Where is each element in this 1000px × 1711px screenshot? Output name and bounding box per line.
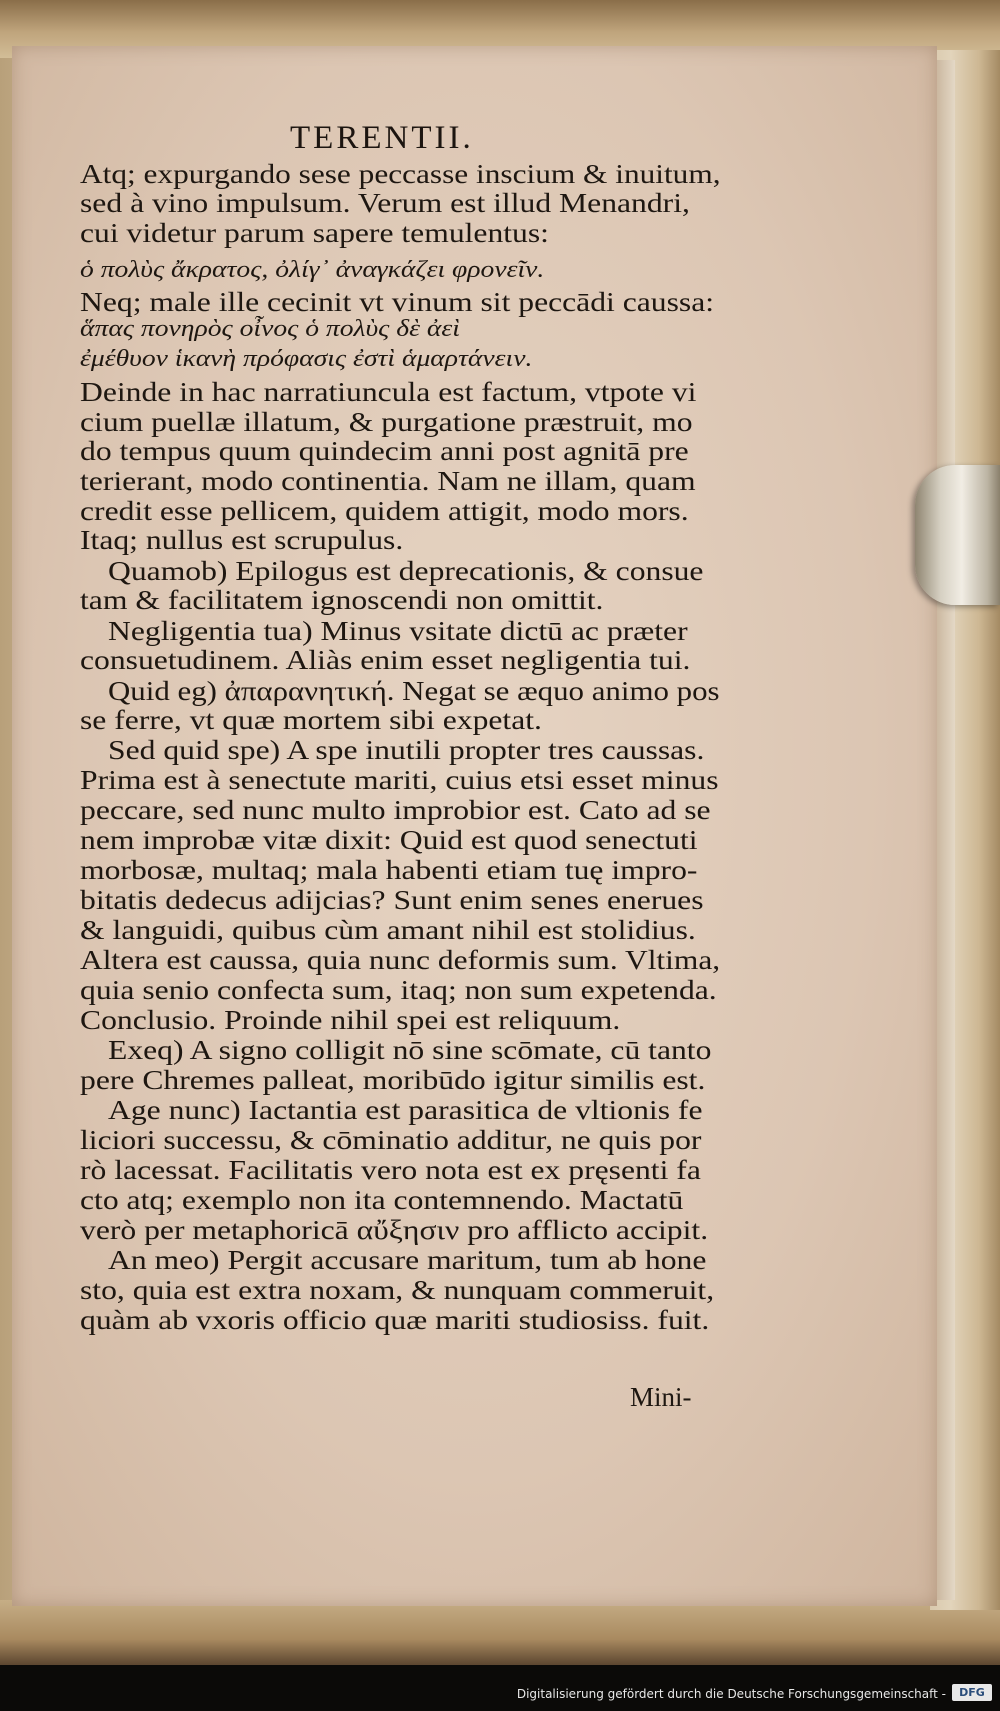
text-line: ἅπας πονηρὸς οἶνος ὁ πολὺς δὲ ἀεὶ bbox=[80, 316, 460, 342]
running-head: TERENTII. bbox=[290, 120, 474, 156]
text-line: cto atq; exemplo non ita contemnendo. Mactatū bbox=[80, 1184, 684, 1215]
text-line: nem improbæ vitæ dixit: Quid est quod senectuti bbox=[80, 824, 698, 855]
dfg-logo-icon: DFG bbox=[952, 1684, 992, 1701]
text-line: tam & facilitatem ignoscendi non omittit. bbox=[80, 584, 604, 615]
catchword: Mini- bbox=[630, 1382, 692, 1412]
text-line: Neq; male ille cecinit vt vinum sit peccādi caussa: bbox=[80, 286, 715, 317]
text-line: bitatis dedecus adijcias? Sunt enim senes enerues bbox=[80, 884, 704, 915]
text-line: ἐμέθυον ἱκανὴ πρόφασις ἐστὶ ἁμαρτάνειν. bbox=[80, 346, 533, 372]
text-line: & languidi, quibus cùm amant nihil est stolidius. bbox=[80, 914, 696, 945]
text-line: do tempus quum quindecim anni post agnitā pre bbox=[80, 435, 689, 466]
text-line: Negligentia tua) Minus vsitate dictū ac præter bbox=[108, 615, 688, 646]
text-line: pere Chremes palleat, moribūdo igitur similis est. bbox=[80, 1064, 706, 1095]
footer-credit: Digitalisierung gefördert durch die Deutsche Forschungsgemeinschaft - bbox=[516, 1687, 946, 1701]
text-line: cui videtur parum sapere temulentus: bbox=[80, 217, 549, 248]
text-line: An meo) Pergit accusare maritum, tum ab hone bbox=[108, 1244, 707, 1275]
text-line: rò lacessat. Facilitatis vero nota est ex pręsenti fa bbox=[80, 1154, 701, 1185]
text-line: sto, quia est extra noxam, & nunquam commeruit, bbox=[80, 1274, 715, 1305]
text-line: quia senio confecta sum, itaq; non sum expetenda. bbox=[80, 974, 717, 1005]
text-line: Sed quid spe) A spe inutili propter tres caussas. bbox=[108, 734, 705, 765]
text-line: consuetudinem. Aliàs enim esset negligentia tui. bbox=[80, 644, 691, 675]
text-line: Altera est caussa, quia nunc deformis sum. Vltima, bbox=[80, 944, 721, 975]
text-line: quàm ab vxoris officio quæ mariti studiosiss. fuit. bbox=[80, 1304, 710, 1335]
text-line: morbosæ, multaq; mala habenti etiam tuę impro- bbox=[80, 854, 698, 885]
text-line: ὁ πολὺς ἄκρατος, ὀλίγ᾽ ἀναγκάζει φρονεῖν. bbox=[80, 257, 545, 283]
text-line: se ferre, vt quæ mortem sibi expetat. bbox=[80, 704, 542, 735]
text-line: terierant, modo continentia. Nam ne illam, quam bbox=[80, 465, 696, 496]
text-line: credit esse pellicem, quidem attigit, modo mors. bbox=[80, 495, 689, 526]
text-line: Prima est à senectute mariti, cuius etsi esset minus bbox=[80, 764, 719, 795]
binding-bottom-edge bbox=[0, 1600, 1000, 1665]
text-line: Exeq) A signo colligit nō sine scōmate, cū tanto bbox=[108, 1034, 712, 1065]
text-line: verò per metaphoricā αὔξησιν pro afflicto accipit. bbox=[80, 1214, 709, 1245]
text-line: Quid eg) ἀπαρανητική. Negat se æquo animo pos bbox=[108, 675, 720, 706]
text-line: liciori successu, & cōminatio additur, ne quis por bbox=[80, 1124, 702, 1155]
text-line: Atq; expurgando sese peccasse inscium & inuitum, bbox=[80, 158, 721, 189]
text-line: Quamob) Epilogus est deprecationis, & consue bbox=[108, 555, 704, 586]
text-line: cium puellæ illatum, & purgatione præstruit, mo bbox=[80, 406, 693, 437]
clasp-icon bbox=[915, 465, 1000, 605]
text-line: Conclusio. Proinde nihil spei est reliquum. bbox=[80, 1004, 621, 1035]
text-line: sed à vino impulsum. Verum est illud Menandri, bbox=[80, 187, 690, 218]
text-line: Age nunc) Iactantia est parasitica de vltionis fe bbox=[108, 1094, 703, 1125]
text-line: peccare, sed nunc multo improbior est. Cato ad se bbox=[80, 794, 711, 825]
page-edge-strip bbox=[937, 60, 955, 1600]
text-line: Itaq; nullus est scrupulus. bbox=[80, 524, 404, 555]
text-line: Deinde in hac narratiuncula est factum, vtpote vi bbox=[80, 376, 697, 407]
